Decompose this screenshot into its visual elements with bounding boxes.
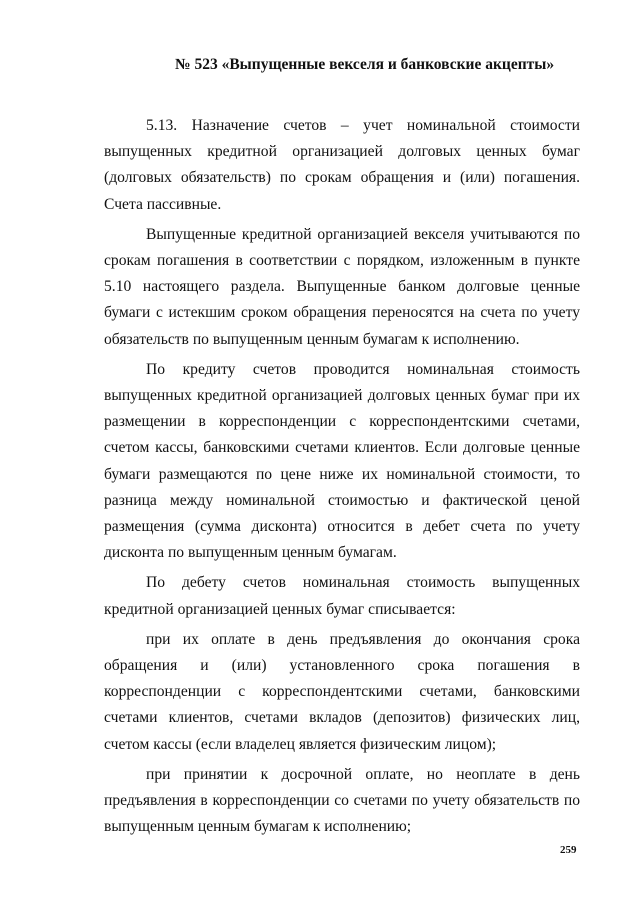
page-number: 259 bbox=[560, 844, 577, 856]
document-body bbox=[104, 113, 580, 840]
paragraph-payment-on-presentation: при их оплате в день предъявления до окончания срока обращения и (или) установленного срока погашения в корреспонденции с корреспондентскими счетами, банковскими счетами клиентов, счетами вкладов (депозитов) физических лиц, счетом кассы (если владелец является физическим лицом); bbox=[104, 630, 580, 753]
paragraph-early-payment: при принятии к досрочной оплате, но неоплате в день предъявления в корреспонденции со счетами по учету обязательств по выпущенным ценным бумагам к исполнению; bbox=[104, 765, 580, 836]
section-heading: № 523 «Выпущенные векселя и банковские акцепты» bbox=[175, 56, 555, 73]
paragraph-account-purpose: 5.13. Назначение счетов – учет номинальной стоимости выпущенных кредитной организацией долговых ценных бумаг (долговых обязательств) по срокам обращения и (или) погашения. Счета пассивные. bbox=[104, 117, 580, 213]
paragraph-debit-entries: По дебету счетов номинальная стоимость выпущенных кредитной организацией ценных бумаг списывается: bbox=[104, 574, 580, 618]
paragraph-bills-accounting: Выпущенные кредитной организацией векселя учитываются по срокам погашения в соответствии с порядком, изложенным в пункте 5.10 настоящего раздела. Выпущенные банком долговые ценные бумаги с истекшим сроком обращения переносятся на счета по учету обязательств по выпущенным ценным бумагам к исполнению. bbox=[104, 225, 580, 348]
paragraph-credit-entries: По кредиту счетов проводится номинальная стоимость выпущенных кредитной организацией долговых ценных бумаг при их размещении в корреспонденции с корреспондентскими счетами, счетом кассы, банковскими счетами клиентов. Если долговые ценные бумаги размещаются по цене ниже их номинальной стоимости, то разница между номинальной стоимостью и фактической ценой размещения (сумма дисконта) относится в дебет счета по учету дисконта по выпущенным ценным бумагам. bbox=[104, 360, 580, 562]
